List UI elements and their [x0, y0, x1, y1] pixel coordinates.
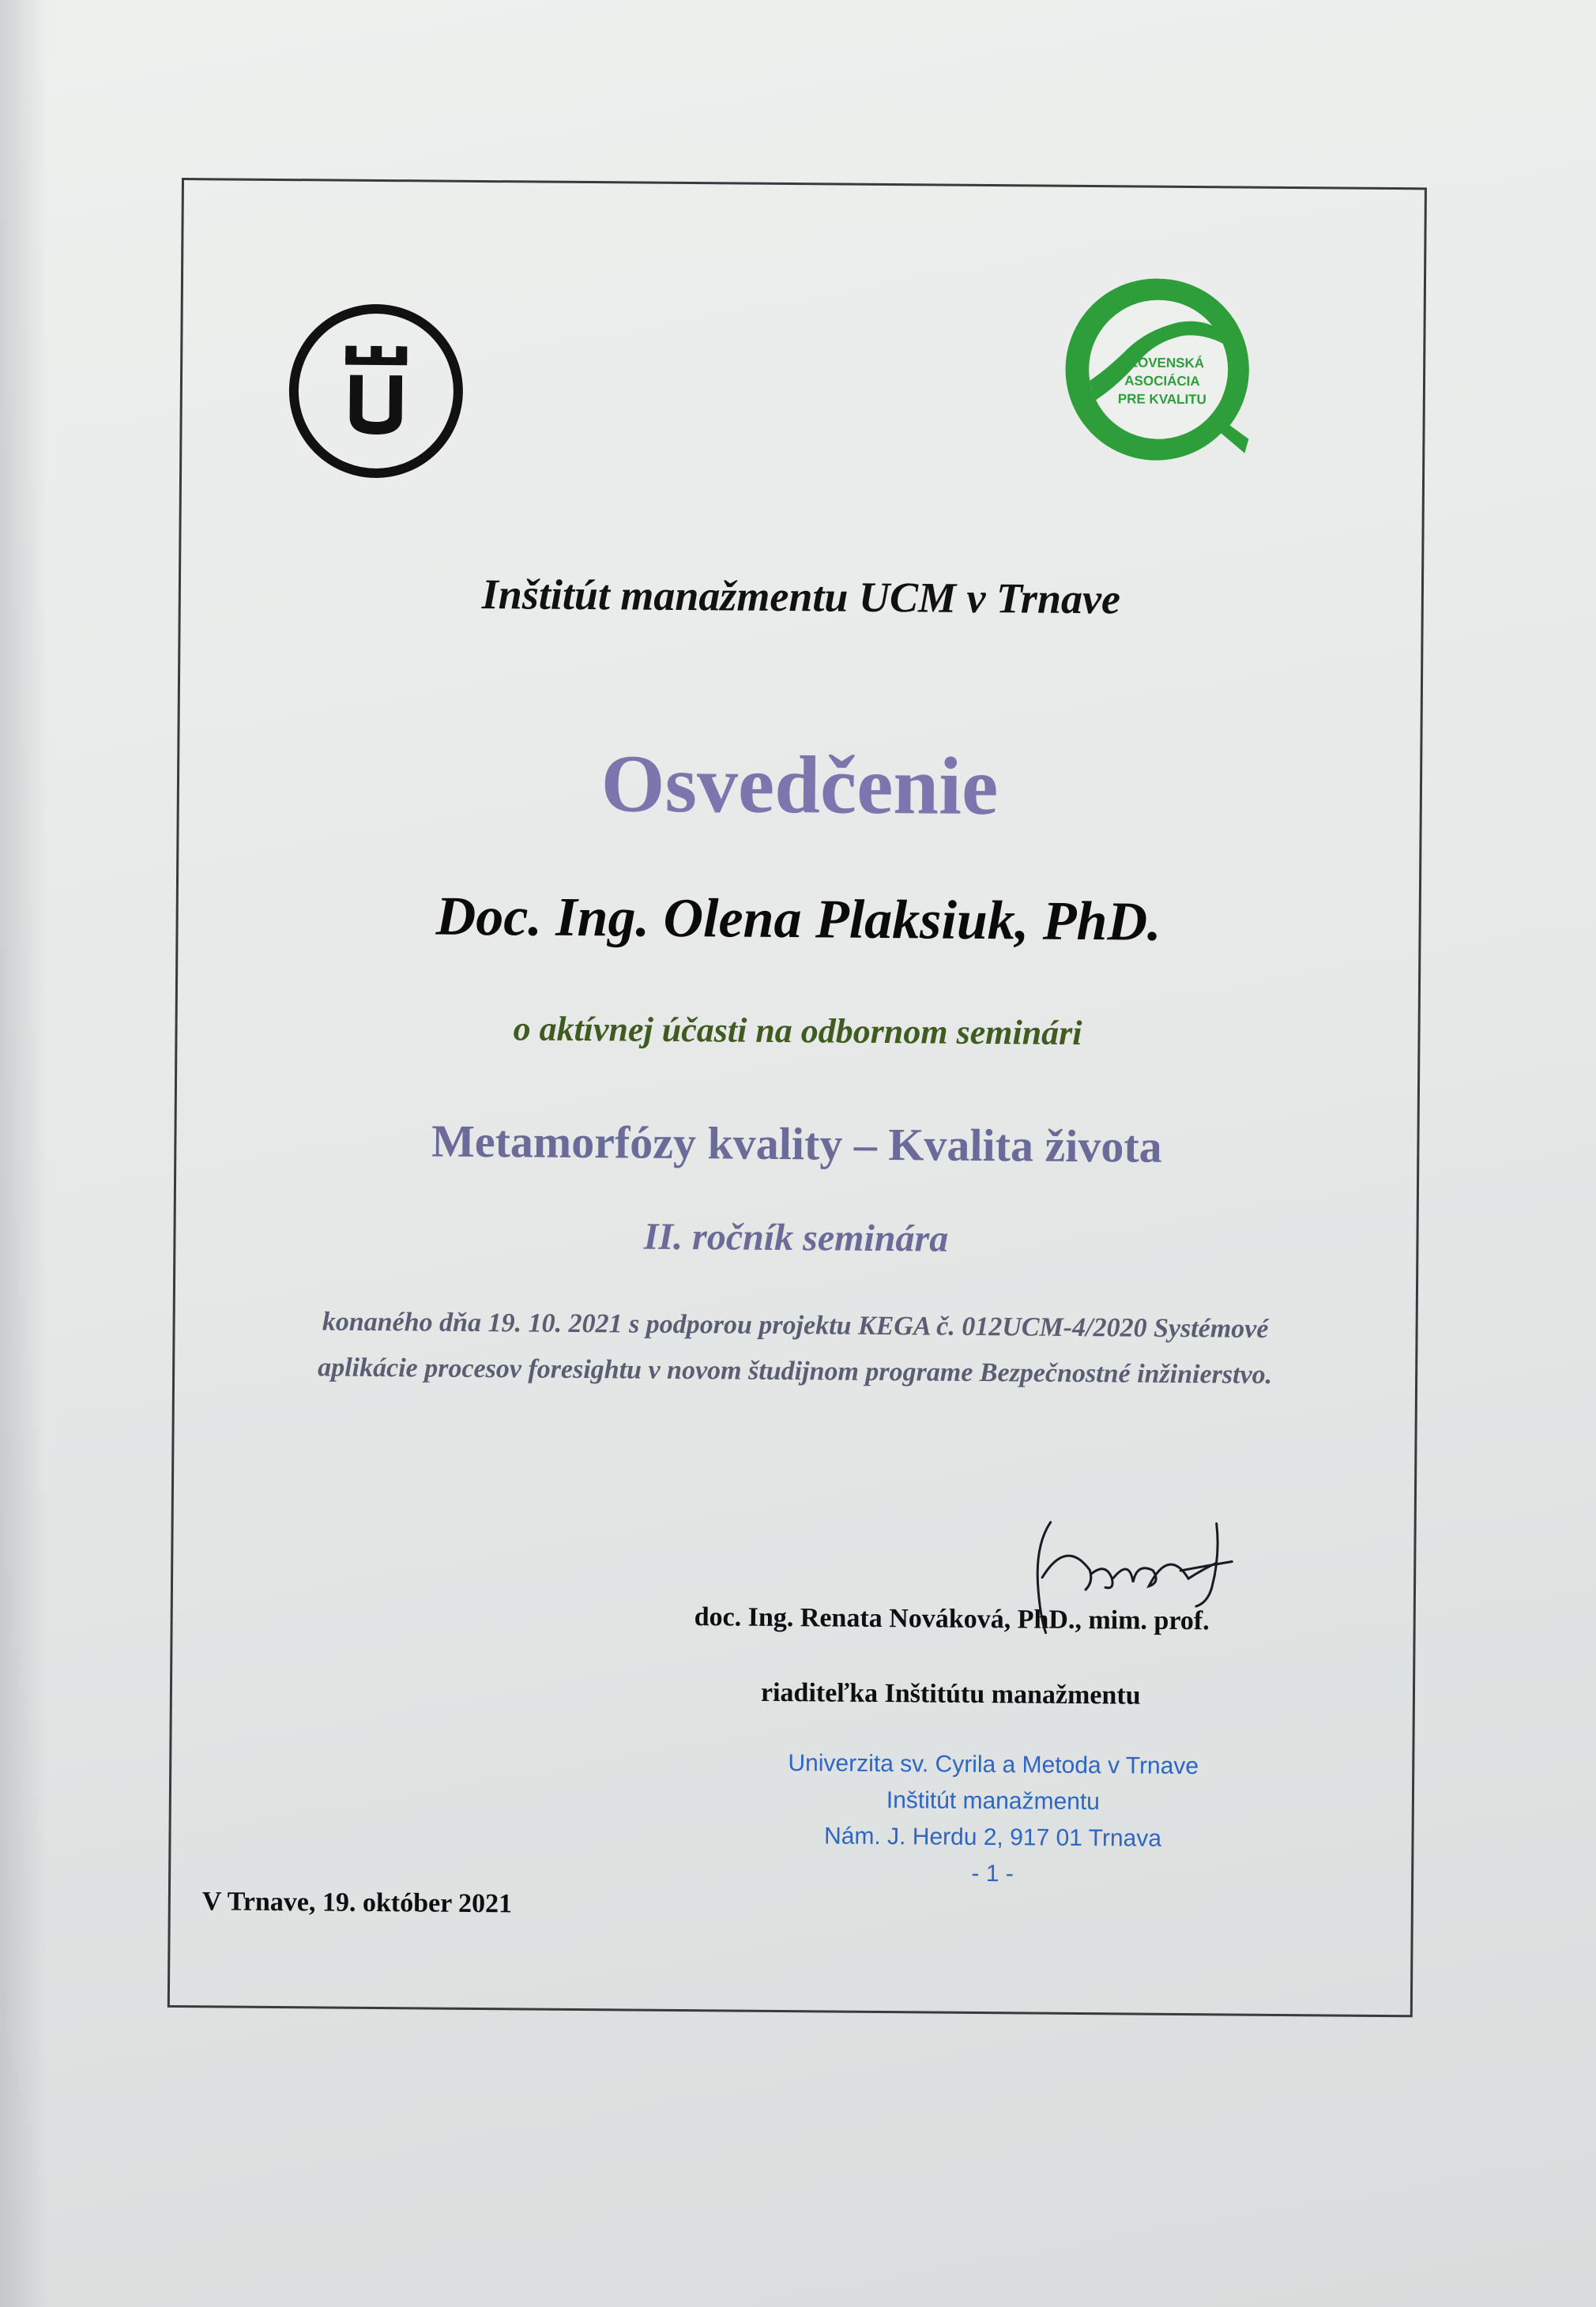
stamp-line-3: Nám. J. Herdu 2, 917 01 Trnava [823, 1823, 1162, 1852]
certificate-title: Osvedčenie [600, 738, 999, 833]
seminar-year: II. ročník seminára [643, 1215, 949, 1260]
recipient-name: Doc. Ing. Olena Plaksiuk, PhD. [435, 886, 1161, 953]
signatory-role: riaditeľka Inštitútu manažmentu [760, 1677, 1141, 1710]
description-line-2: aplikácie procesov foresightu v novom študijnom programe Bezpečnostné inžinierstvo. [318, 1353, 1273, 1390]
participation-text: o aktívnej účasti na odbornom seminári [513, 1009, 1082, 1052]
place-date: V Trnave, 19. október 2021 [201, 1887, 513, 1919]
ucm-castle-logo-icon [284, 299, 468, 483]
paper-shadow [0, 0, 47, 2307]
institution-stamp [716, 1744, 1270, 1894]
sak-quality-logo-icon [1051, 262, 1266, 477]
description-line-1: konaného dňa 19. 10. 2021 s podporou projektu KEGA č. 012UCM-4/2020 Systémové [322, 1307, 1269, 1344]
sak-logo-text-1: SLOVENSKÁ [1120, 355, 1205, 371]
institute-title: Inštitút manažmentu UCM v Trnave [481, 570, 1121, 623]
certificate-frame [168, 178, 1427, 2017]
stamp-line-1: Univerzita sv. Cyrila a Metoda v Trnave [788, 1750, 1199, 1780]
seminar-title: Metamorfózy kvality – Kvalita života [431, 1115, 1162, 1172]
signatory-name: doc. Ing. Renata Nováková, PhD., mim. prof. [694, 1602, 1210, 1636]
sak-logo-text-2: ASOCIÁCIA [1124, 373, 1200, 390]
stamp-line-4: - 1 - [971, 1860, 1014, 1887]
description [175, 1298, 1416, 1399]
stamp-line-2: Inštitút manažmentu [886, 1787, 1101, 1816]
sak-logo-text-3: PRE KVALITU [1117, 391, 1206, 408]
